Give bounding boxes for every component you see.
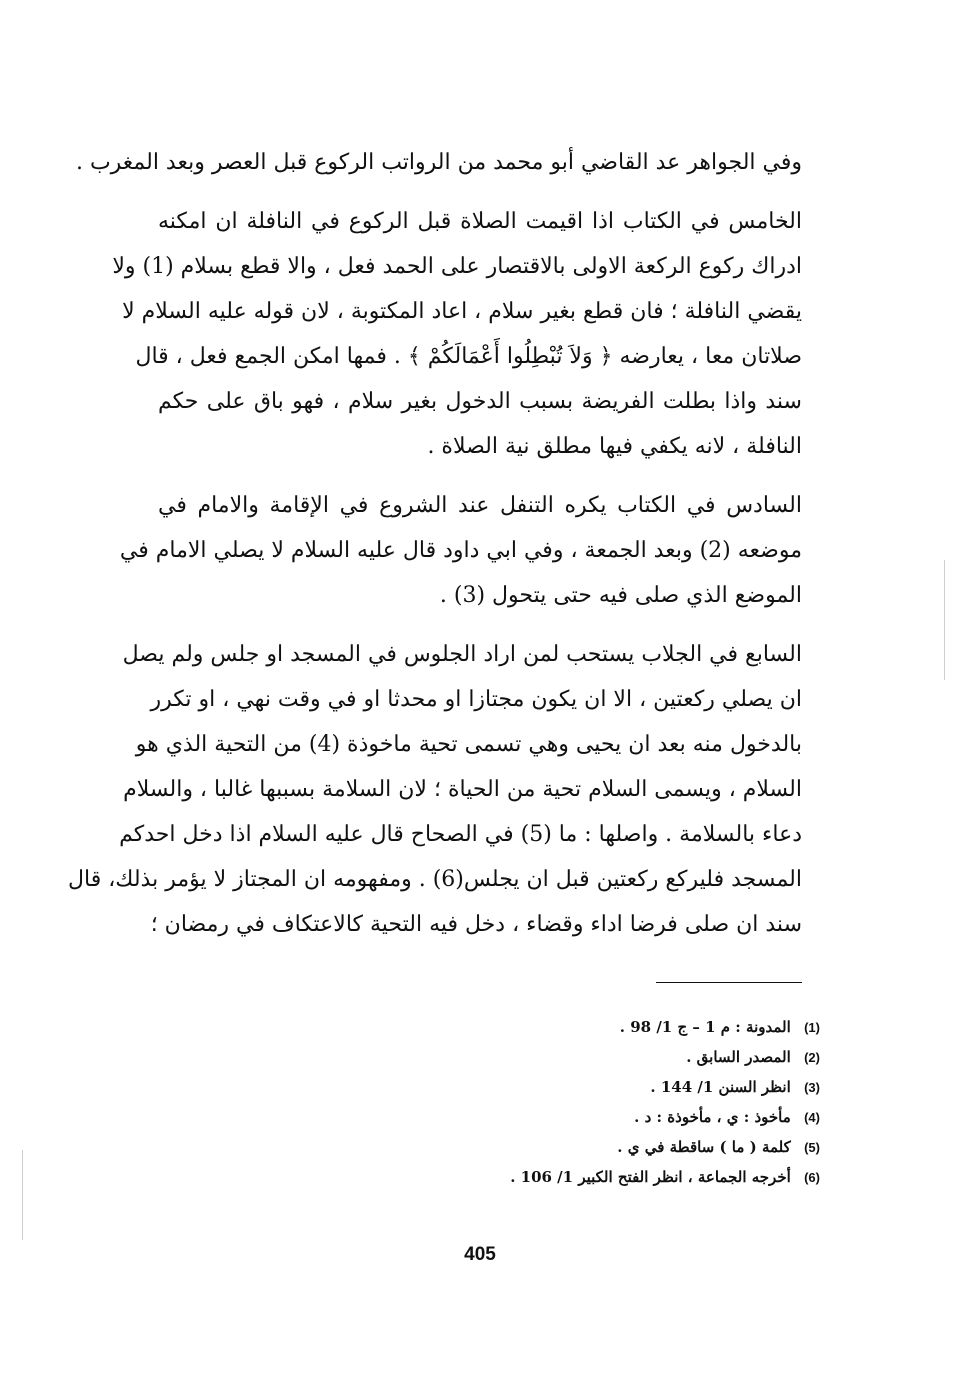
text-line: الموضع الذي صلى فيه حتى يتحول (3) . (439, 583, 802, 608)
text-line: الخامس في الكتاب اذا اقيمت الصلاة قبل الركوع في النافلة ان امكنه (158, 209, 802, 234)
footnote-separator (656, 982, 802, 983)
footnote-number: (3) (804, 1080, 820, 1095)
text-line: ادراك ركوع الركعة الاولى بالاقتصار على الحمد فعل ، والا قطع بسلام (1) ولا (112, 254, 802, 279)
text-line: السابع في الجلاب يستحب لمن اراد الجلوس في المسجد او جلس ولم يصل (122, 642, 802, 667)
text-line: يقضي النافلة ؛ فان قطع بغير سلام ، اعاد المكتوبة ، لان قوله عليه السلام لا (122, 299, 802, 324)
footnote-number: (5) (804, 1140, 820, 1155)
footnote-number: (4) (804, 1110, 820, 1125)
text-line: النافلة ، لانه يكفي فيها مطلق نية الصلاة . (427, 434, 802, 459)
footnote-text: المدونة : م 1 – ج 1/ 98 . (619, 1018, 791, 1036)
text-line: موضعه (2) وبعد الجمعة ، وفي ابي داود قال عليه السلام لا يصلي الامام في (119, 538, 802, 563)
footnote-text: المصدر السابق . (686, 1048, 791, 1066)
text-line: السادس في الكتاب يكره التنفل عند الشروع في الإقامة والامام في (158, 493, 802, 518)
text-line: السلام ، ويسمى السلام تحية من الحياة ؛ لان السلامة بسببها غالبا ، والسلام (123, 777, 802, 802)
footnote-number: (1) (804, 1020, 820, 1035)
footnote (400, 1072, 820, 1102)
text-line: سند واذا بطلت الفريضة بسبب الدخول بغير سلام ، فهو باق على حكم (158, 389, 802, 414)
main-text (68, 140, 802, 947)
text-line: وفي الجواهر عد القاضي أبو محمد من الرواتب الركوع قبل العصر وبعد المغرب . (75, 150, 802, 175)
scan-edge-mark (22, 1150, 23, 1240)
footnote-text: كلمة ( ما ) ساقطة في ي . (617, 1138, 791, 1156)
footnote (400, 1012, 820, 1042)
footnote (400, 1042, 820, 1072)
footnotes (400, 1012, 820, 1192)
text-line: بالدخول منه بعد ان يحيى وهي تسمى تحية ماخوذة (4) من التحية الذي هو (135, 732, 802, 757)
footnote-text: مأخوذ : ي ، مأخوذة : د . (634, 1108, 791, 1126)
text-line: صلاتان معا ، يعارضه ﴿ وَلاَ تُبْطِلُوا أَعْمَالَكُمْ ﴾ . فمها امكن الجمع فعل ، قال (135, 344, 802, 369)
text-line: ان يصلي ركعتين ، الا ان يكون مجتازا او محدثا او في وقت نهي ، او تكرر (150, 687, 802, 712)
page-number: 405 (464, 1244, 496, 1265)
footnote-text: أخرجه الجماعة ، انظر الفتح الكبير 1/ 106 . (510, 1168, 791, 1186)
footnote (400, 1102, 820, 1132)
text-line: المسجد فليركع ركعتين قبل ان يجلس(6) . ومفهومه ان المجتاز لا يؤمر بذلك، قال (68, 867, 802, 892)
footnote (400, 1162, 820, 1192)
footnote-number: (2) (804, 1050, 820, 1065)
footnote (400, 1132, 820, 1162)
text-line: سند ان صلى فرضا اداء وقضاء ، دخل فيه التحية كالاعتكاف في رمضان ؛ (150, 912, 802, 937)
footnote-text: انظر السنن 1/ 144 . (650, 1078, 791, 1096)
scan-edge-mark (944, 560, 945, 680)
text-line: دعاء بالسلامة . واصلها : ما (5) في الصحاح قال عليه السلام اذا دخل احدكم (119, 822, 802, 847)
footnote-number: (6) (804, 1170, 820, 1185)
